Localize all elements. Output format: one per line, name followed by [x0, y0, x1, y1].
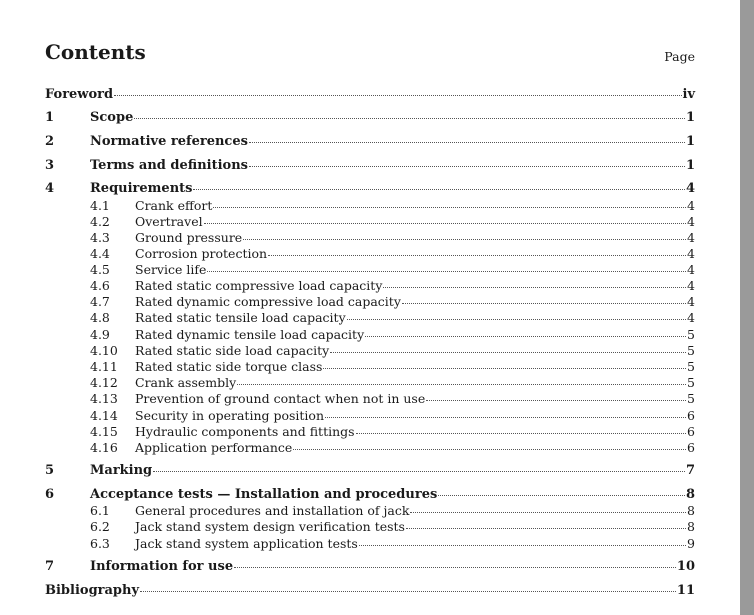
toc-entry[interactable] — [45, 408, 695, 424]
toc-entry-title: Rated static side load capacity — [135, 343, 330, 358]
toc-entry[interactable] — [45, 246, 695, 262]
toc-entry-title: Hydraulic components and fittings — [135, 424, 355, 439]
dot-leader — [383, 286, 686, 288]
toc-entry-number: 4.9 — [90, 327, 110, 342]
dot-leader — [234, 566, 676, 568]
toc-entry-page: 1 — [685, 158, 695, 173]
toc-entry-number: 6.1 — [90, 503, 110, 518]
scrollbar[interactable] — [740, 0, 754, 615]
page-column-label: Page — [664, 49, 695, 64]
dot-leader — [249, 165, 685, 167]
toc-entry-number: 4.11 — [90, 359, 118, 374]
toc-entry-title: Foreword — [45, 87, 114, 102]
toc-entry[interactable] — [45, 87, 695, 103]
toc-entry-page: 8 — [687, 519, 695, 534]
toc-entry[interactable] — [45, 158, 695, 174]
toc-entry-page: 4 — [685, 181, 695, 196]
toc-entry[interactable] — [45, 327, 695, 343]
dot-leader — [114, 94, 681, 96]
dot-leader — [365, 335, 686, 337]
toc-entry-title: Requirements — [90, 181, 193, 196]
toc-entry-title: Rated static compressive load capacity — [135, 278, 383, 293]
toc-entry-number: 4.5 — [90, 262, 110, 277]
toc-entry-number: 4.7 — [90, 294, 110, 309]
toc-entry[interactable] — [45, 375, 695, 391]
toc-entry-page: 1 — [685, 110, 695, 125]
toc-entry-page: 4 — [687, 294, 695, 309]
toc-entry-number: 6 — [45, 487, 55, 502]
toc-entry-number: 4.16 — [90, 440, 118, 455]
toc-entry-page: 4 — [687, 278, 695, 293]
toc-entry-number: 4.4 — [90, 246, 110, 261]
dot-leader — [356, 432, 686, 434]
toc-entry[interactable] — [45, 294, 695, 310]
toc-entry-title: Service life — [135, 262, 207, 277]
toc-entry-title: Corrosion protection — [135, 246, 268, 261]
dot-leader — [249, 141, 685, 143]
dot-leader — [237, 383, 686, 385]
dot-leader — [204, 222, 686, 224]
toc-entry-title: Normative references — [90, 134, 248, 149]
toc-entry-number: 6.2 — [90, 519, 110, 534]
toc-entry-number: 4.3 — [90, 230, 110, 245]
toc-entry-title: Crank assembly — [135, 375, 237, 390]
toc-entry-page: 11 — [676, 583, 695, 598]
toc-entry-number: 4.2 — [90, 214, 110, 229]
dot-leader — [359, 544, 686, 546]
toc-entry-number: 4.12 — [90, 375, 118, 390]
toc-entry[interactable] — [45, 262, 695, 278]
toc-entry-number: 4.15 — [90, 424, 118, 439]
dot-leader — [213, 206, 686, 208]
toc-entry-page: 5 — [687, 327, 695, 342]
toc-entry-title: Jack stand system design verification tests — [135, 519, 405, 534]
toc-entry-number: 7 — [45, 559, 55, 574]
toc-entry[interactable] — [45, 536, 695, 552]
toc-entry[interactable] — [45, 310, 695, 326]
dot-leader — [268, 254, 686, 256]
dot-leader — [438, 494, 685, 496]
toc-entry-title: Terms and definitions — [90, 158, 248, 173]
toc-entry-title: Rated dynamic tensile load capacity — [135, 327, 365, 342]
toc-entry-number: 4 — [45, 181, 55, 196]
toc-entry-page: 6 — [687, 408, 695, 423]
toc-entry-title: Rated static side torque class — [135, 359, 323, 374]
toc-entry-title: Jack stand system application tests — [135, 536, 358, 551]
toc-entry-page: 4 — [687, 310, 695, 325]
toc-entry-page: 4 — [687, 246, 695, 261]
toc-entry[interactable] — [45, 583, 695, 599]
toc-entry-page: 6 — [687, 440, 695, 455]
dot-leader — [140, 590, 676, 592]
toc-entry-page: 8 — [685, 487, 695, 502]
toc-entry-title: Security in operating position — [135, 408, 325, 423]
toc-entry[interactable] — [45, 134, 695, 150]
toc-entry-number: 5 — [45, 463, 55, 478]
dot-leader — [207, 270, 686, 272]
toc-entry-title: Scope — [90, 110, 134, 125]
toc-entry-number: 4.8 — [90, 310, 110, 325]
toc-entry-number: 4.6 — [90, 278, 110, 293]
dot-leader — [330, 351, 686, 353]
toc-entry-number: 4.13 — [90, 391, 118, 406]
toc-entry-page: 4 — [687, 198, 695, 213]
toc-entry-page: 9 — [687, 536, 695, 551]
toc-entry[interactable] — [45, 343, 695, 359]
toc-entry-title: Rated dynamic compressive load capacity — [135, 294, 401, 309]
toc-entry-title: Bibliography — [45, 583, 140, 598]
toc-entry[interactable] — [45, 519, 695, 535]
toc-entry[interactable] — [45, 487, 695, 503]
toc-entry-page: 5 — [687, 359, 695, 374]
toc-entry-page: 5 — [687, 391, 695, 406]
dot-leader — [293, 448, 686, 450]
dot-leader — [406, 527, 686, 529]
dot-leader — [347, 318, 686, 320]
toc-entry-title: Acceptance tests — Installation and procedures — [90, 487, 438, 502]
toc-entry-page: 5 — [687, 343, 695, 358]
toc-entry-page: 4 — [687, 262, 695, 277]
toc-entry[interactable] — [45, 559, 695, 575]
toc-entry-page: 8 — [687, 503, 695, 518]
toc-entry-title: Rated static tensile load capacity — [135, 310, 346, 325]
toc-entry[interactable] — [45, 214, 695, 230]
toc-entry-title: Overtravel — [135, 214, 203, 229]
toc-entry[interactable] — [45, 359, 695, 375]
toc-entry-page: iv — [682, 87, 695, 102]
toc-entry[interactable] — [45, 181, 695, 197]
toc-entry-page: 6 — [687, 424, 695, 439]
toc-entry[interactable] — [45, 391, 695, 407]
dot-leader — [402, 302, 686, 304]
dot-leader — [243, 238, 686, 240]
contents-heading: Contents — [45, 40, 146, 64]
dot-leader — [325, 416, 686, 418]
dot-leader — [426, 399, 686, 401]
toc-entry-title: Crank effort — [135, 198, 213, 213]
dot-leader — [193, 188, 684, 190]
dot-leader — [410, 511, 686, 513]
toc-entry-title: Ground pressure — [135, 230, 243, 245]
toc-entry-page: 4 — [687, 230, 695, 245]
toc-entry-number: 4.10 — [90, 343, 118, 358]
toc-entry[interactable] — [45, 230, 695, 246]
toc-entry[interactable] — [45, 198, 695, 214]
toc-entry-number: 4.14 — [90, 408, 118, 423]
toc-entry[interactable] — [45, 424, 695, 440]
toc-entry-title: Prevention of ground contact when not in use — [135, 391, 426, 406]
toc-entry-page: 4 — [687, 214, 695, 229]
toc-entry[interactable] — [45, 503, 695, 519]
toc-entry-number: 4.1 — [90, 198, 110, 213]
toc-entry-number: 3 — [45, 158, 55, 173]
dot-leader — [323, 367, 686, 369]
toc-entry[interactable] — [45, 278, 695, 294]
toc-entry-title: Application performance — [135, 440, 293, 455]
toc-entry-number: 2 — [45, 134, 55, 149]
toc-entry-page: 1 — [685, 134, 695, 149]
dot-leader — [134, 117, 685, 119]
toc-entry-title: General procedures and installation of jack — [135, 503, 410, 518]
toc-entry-number: 6.3 — [90, 536, 110, 551]
toc-entry[interactable] — [45, 440, 695, 456]
toc-entry-page: 5 — [687, 375, 695, 390]
toc-entry-number: 1 — [45, 110, 55, 125]
toc-entry-page: 10 — [676, 559, 695, 574]
toc-entry-title: Marking — [90, 463, 153, 478]
toc-entry[interactable] — [45, 463, 695, 479]
toc-entry[interactable] — [45, 110, 695, 126]
dot-leader — [153, 470, 685, 472]
toc-entry-page: 7 — [685, 463, 695, 478]
toc-entry-title: Information for use — [90, 559, 234, 574]
